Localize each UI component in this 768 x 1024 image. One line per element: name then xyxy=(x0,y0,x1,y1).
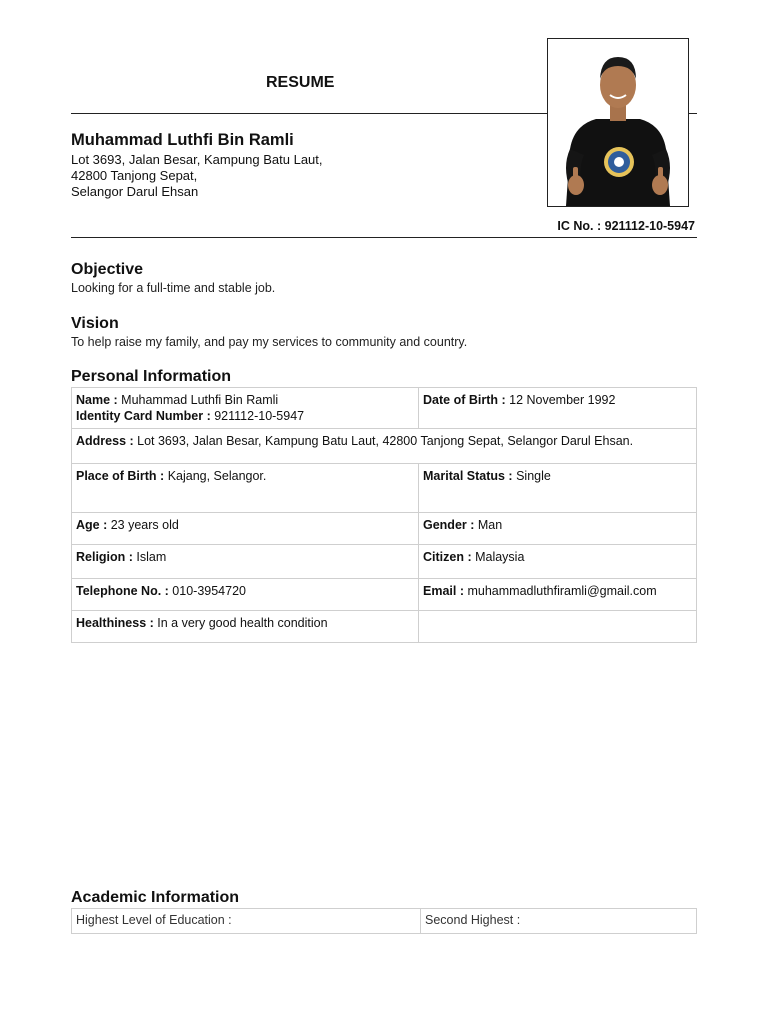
address-cell xyxy=(72,429,697,464)
bottom-divider xyxy=(71,237,697,238)
religion-cell xyxy=(72,545,419,579)
personal-info-heading: Personal Information xyxy=(71,368,232,385)
vision-text: To help raise my family, and pay my services to community and country. xyxy=(71,335,468,349)
health-label: Healthiness : xyxy=(76,616,154,630)
gender-value: Man xyxy=(474,518,503,532)
email-label: Email : xyxy=(423,584,464,598)
vision-heading: Vision xyxy=(71,315,119,332)
health-value: In a very good health condition xyxy=(153,616,328,630)
name-cell xyxy=(72,388,419,429)
pob-value: Kajang, Selangor. xyxy=(164,469,267,483)
objective-text: Looking for a full-time and stable job. xyxy=(71,281,276,295)
objective-heading: Objective xyxy=(71,261,144,278)
address-line-2: 42800 Tanjong Sepat, xyxy=(71,168,198,183)
profile-photo xyxy=(547,38,689,207)
table-row xyxy=(72,464,697,513)
academic-info-heading: Academic Information xyxy=(71,889,240,906)
address-label: Address : xyxy=(76,434,134,448)
religion-label: Religion : xyxy=(76,550,133,564)
pob-label: Place of Birth : xyxy=(76,469,165,483)
age-value: 23 years old xyxy=(107,518,179,532)
person-photo-icon xyxy=(548,39,688,206)
icn-value: 921112-10-5947 xyxy=(210,409,305,423)
health-cell xyxy=(72,611,419,643)
table-row xyxy=(72,388,697,429)
pob-cell xyxy=(72,464,419,513)
email-value: muhammadluthfiramli@gmail.com xyxy=(464,584,657,598)
citizen-cell xyxy=(419,545,697,579)
gender-label: Gender : xyxy=(423,518,475,532)
academic-info-table xyxy=(71,908,697,934)
ic-number: IC No. : 921112-10-5947 xyxy=(557,219,695,233)
empty-cell xyxy=(419,611,697,643)
marital-value: Single xyxy=(512,469,551,483)
age-cell xyxy=(72,513,419,545)
table-row xyxy=(72,909,697,934)
marital-label: Marital Status : xyxy=(423,469,513,483)
address-line-1: Lot 3693, Jalan Besar, Kampung Batu Laut, xyxy=(71,152,323,167)
personal-info-table xyxy=(71,387,697,643)
applicant-name: Muhammad Luthfi Bin Ramli xyxy=(71,131,294,149)
table-row xyxy=(72,429,697,464)
resume-title: RESUME xyxy=(266,74,335,91)
phone-label: Telephone No. : xyxy=(76,584,169,598)
religion-value: Islam xyxy=(132,550,167,564)
name-label: Name : xyxy=(76,393,118,407)
gender-cell xyxy=(419,513,697,545)
icn-label: Identity Card Number : xyxy=(76,409,211,423)
name-value: Muhammad Luthfi Bin Ramli xyxy=(117,393,279,407)
address-value: Lot 3693, Jalan Besar, Kampung Batu Laut, 42800 Tanjong Sepat, Selangor Darul Ehsan. xyxy=(133,434,634,448)
citizen-value: Malaysia xyxy=(471,550,525,564)
address-line-3: Selangor Darul Ehsan xyxy=(71,184,199,199)
dob-value: 12 November 1992 xyxy=(505,393,616,407)
table-row xyxy=(72,545,697,579)
phone-value: 010-3954720 xyxy=(168,584,246,598)
table-row xyxy=(72,579,697,611)
marital-cell xyxy=(419,464,697,513)
table-row xyxy=(72,513,697,545)
age-label: Age : xyxy=(76,518,108,532)
highest-education-cell: Highest Level of Education : xyxy=(72,909,421,934)
dob-label: Date of Birth : xyxy=(423,393,506,407)
email-cell xyxy=(419,579,697,611)
phone-cell xyxy=(72,579,419,611)
table-row xyxy=(72,611,697,643)
dob-cell xyxy=(419,388,697,429)
second-highest-cell: Second Highest : xyxy=(421,909,697,934)
citizen-label: Citizen : xyxy=(423,550,472,564)
